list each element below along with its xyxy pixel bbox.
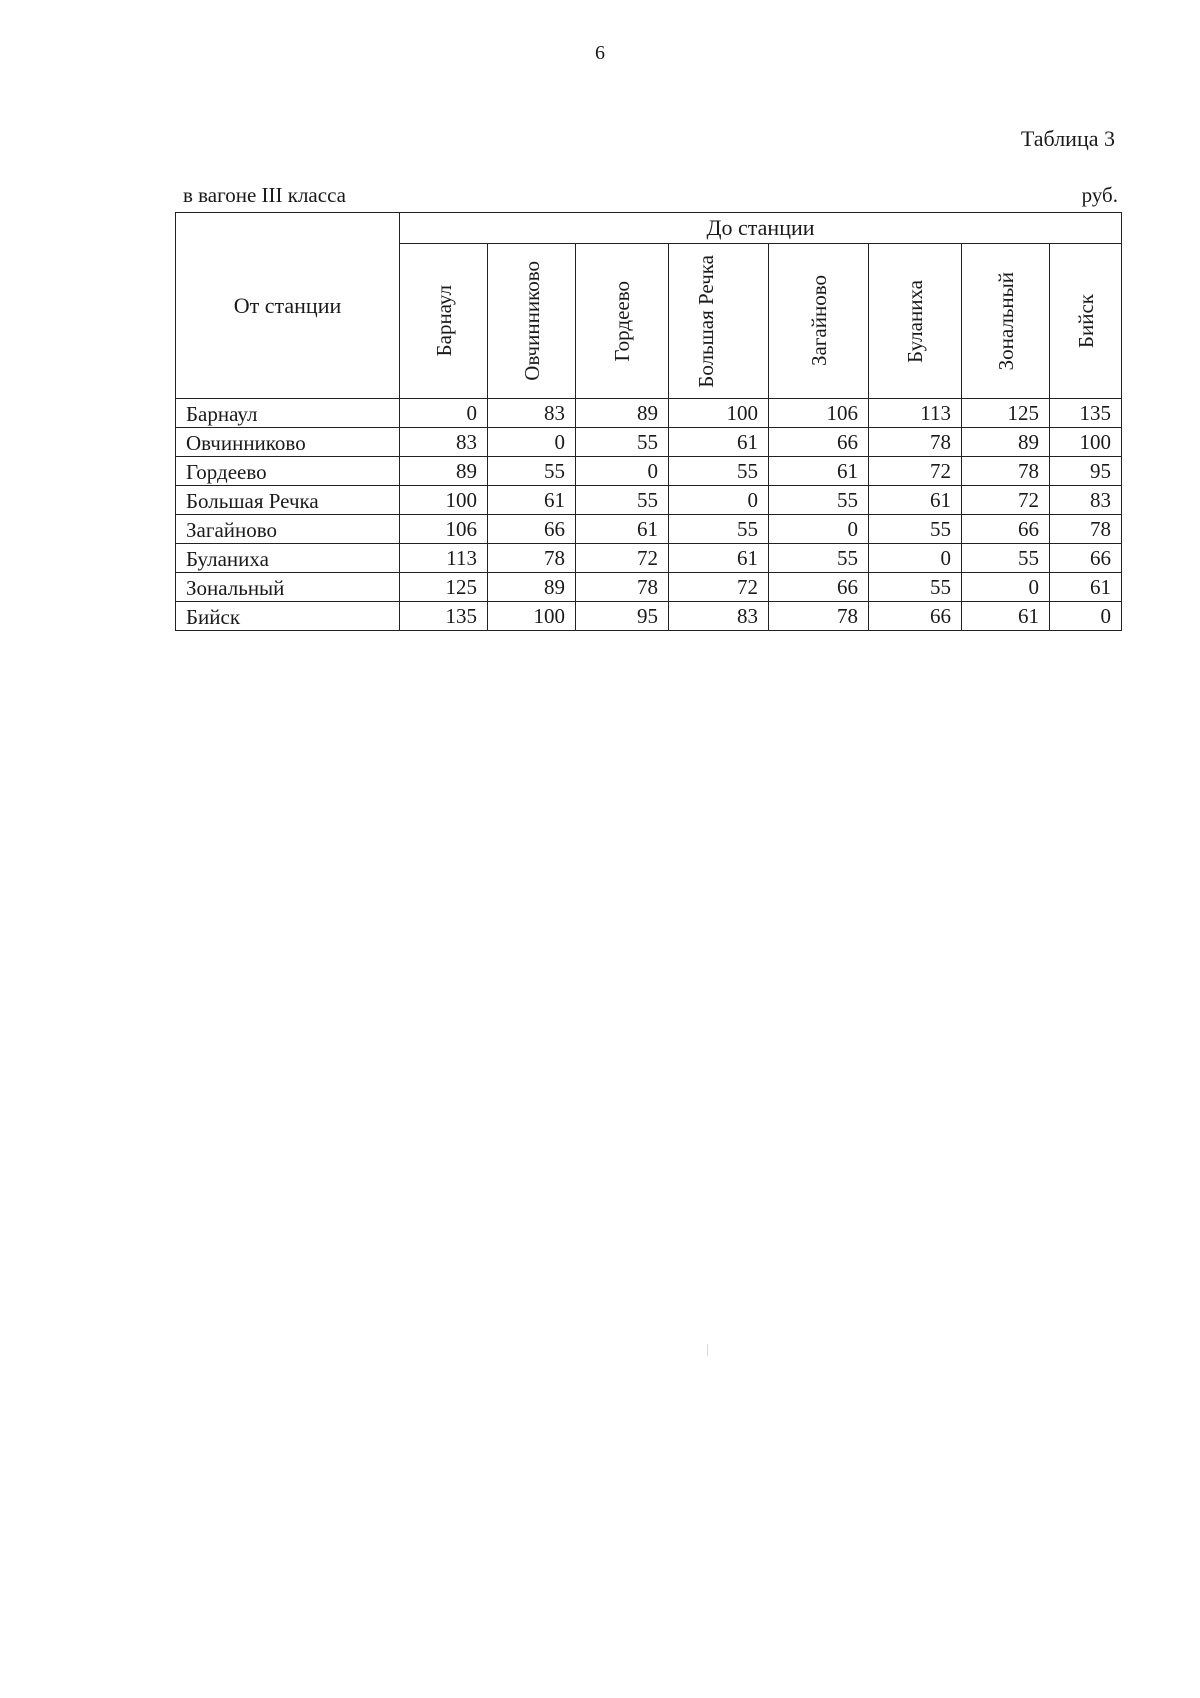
fare-cell: 61: [669, 544, 769, 573]
fare-cell: 83: [1050, 486, 1122, 515]
fare-cell: 0: [769, 515, 869, 544]
fare-cell: 83: [669, 602, 769, 631]
fare-cell: 113: [869, 399, 962, 428]
table-label: Таблица 3: [1020, 126, 1115, 151]
destination-label: Гордеево: [610, 280, 634, 362]
fare-cell: 78: [576, 573, 669, 602]
scan-mark: [707, 1344, 708, 1356]
destination-label: Бийск: [1073, 293, 1098, 349]
table-row: [176, 428, 1122, 457]
fare-cell: 66: [769, 428, 869, 457]
origin-station-cell: Гордеево: [176, 457, 400, 486]
fare-cell: 72: [962, 486, 1050, 515]
fare-cell: 55: [869, 573, 962, 602]
destination-header: [669, 244, 769, 399]
fare-cell: 135: [1050, 399, 1122, 428]
fare-cell: 72: [869, 457, 962, 486]
fare-cell: 125: [962, 399, 1050, 428]
fare-cell: 78: [962, 457, 1050, 486]
fare-cell: 83: [400, 428, 488, 457]
table-row: [176, 602, 1122, 631]
destination-header: [1050, 244, 1122, 399]
fare-cell: 55: [669, 515, 769, 544]
destination-label: Большая Речка: [693, 254, 718, 388]
fare-cell: 66: [1050, 544, 1122, 573]
fare-cell: 0: [669, 486, 769, 515]
fare-cell: 55: [962, 544, 1050, 573]
fare-cell: 0: [400, 399, 488, 428]
fare-cell: 72: [669, 573, 769, 602]
fare-cell: 113: [400, 544, 488, 573]
origin-station-cell: Зональный: [176, 573, 400, 602]
origin-station-cell: Буланиха: [176, 544, 400, 573]
fare-cell: 61: [576, 515, 669, 544]
fare-cell: 0: [576, 457, 669, 486]
destination-header: [576, 244, 669, 399]
to-station-header: До станции: [400, 213, 1122, 244]
fare-cell: 78: [869, 428, 962, 457]
fare-cell: 89: [488, 573, 576, 602]
fare-cell: 83: [488, 399, 576, 428]
from-station-header: От станции: [176, 213, 400, 399]
fare-cell: 61: [769, 457, 869, 486]
fare-table-body: [176, 399, 1122, 631]
destination-header: [769, 244, 869, 399]
fare-cell: 0: [1050, 602, 1122, 631]
fare-cell: 0: [488, 428, 576, 457]
fare-cell: 61: [669, 428, 769, 457]
fare-cell: 100: [1050, 428, 1122, 457]
destination-header: [962, 244, 1050, 399]
fare-cell: 61: [488, 486, 576, 515]
origin-station-cell: Бийск: [176, 602, 400, 631]
fare-cell: 100: [400, 486, 488, 515]
table-caption-row: [175, 183, 1122, 211]
origin-station-cell: Барнаул: [176, 399, 400, 428]
destination-label: Барнаул: [431, 285, 456, 357]
fare-cell: 89: [400, 457, 488, 486]
destination-label: Овчинниково: [519, 261, 544, 381]
destination-header: [400, 244, 488, 399]
fare-cell: 78: [1050, 515, 1122, 544]
fare-cell: 89: [962, 428, 1050, 457]
origin-station-cell: Большая Речка: [176, 486, 400, 515]
table-row: [176, 486, 1122, 515]
destination-header: [488, 244, 576, 399]
fare-cell: 0: [869, 544, 962, 573]
table-row: [176, 399, 1122, 428]
fare-cell: 55: [769, 544, 869, 573]
fare-cell: 66: [488, 515, 576, 544]
destination-header: [869, 244, 962, 399]
fare-table: [175, 212, 1122, 631]
table-row: [176, 457, 1122, 486]
fare-cell: 95: [1050, 457, 1122, 486]
fare-cell: 106: [400, 515, 488, 544]
fare-cell: 89: [576, 399, 669, 428]
fare-cell: 61: [962, 602, 1050, 631]
header-row-group: [176, 213, 1122, 244]
fare-cell: 0: [962, 573, 1050, 602]
car-class-caption: в вагоне III класса: [183, 183, 346, 207]
table-row: [176, 544, 1122, 573]
fare-cell: 61: [869, 486, 962, 515]
fare-cell: 100: [488, 602, 576, 631]
fare-cell: 135: [400, 602, 488, 631]
fare-cell: 55: [488, 457, 576, 486]
destination-label: Загайново: [806, 275, 831, 367]
fare-cell: 66: [769, 573, 869, 602]
fare-cell: 55: [769, 486, 869, 515]
fare-cell: 66: [962, 515, 1050, 544]
fare-cell: 66: [869, 602, 962, 631]
fare-cell: 55: [576, 486, 669, 515]
fare-cell: 78: [769, 602, 869, 631]
fare-cell: 106: [769, 399, 869, 428]
origin-station-cell: Овчинниково: [176, 428, 400, 457]
fare-cell: 125: [400, 573, 488, 602]
fare-cell: 55: [576, 428, 669, 457]
page-number: 6: [595, 42, 605, 64]
fare-cell: 61: [1050, 573, 1122, 602]
currency-caption: руб.: [1081, 183, 1118, 207]
origin-station-cell: Загайново: [176, 515, 400, 544]
fare-cell: 100: [669, 399, 769, 428]
destination-label: Зональный: [993, 271, 1018, 371]
fare-cell: 78: [488, 544, 576, 573]
table-row: [176, 515, 1122, 544]
fare-cell: 55: [669, 457, 769, 486]
table-row: [176, 573, 1122, 602]
destination-label: Буланиха: [903, 279, 927, 363]
fare-cell: 95: [576, 602, 669, 631]
fare-cell: 72: [576, 544, 669, 573]
fare-cell: 55: [869, 515, 962, 544]
